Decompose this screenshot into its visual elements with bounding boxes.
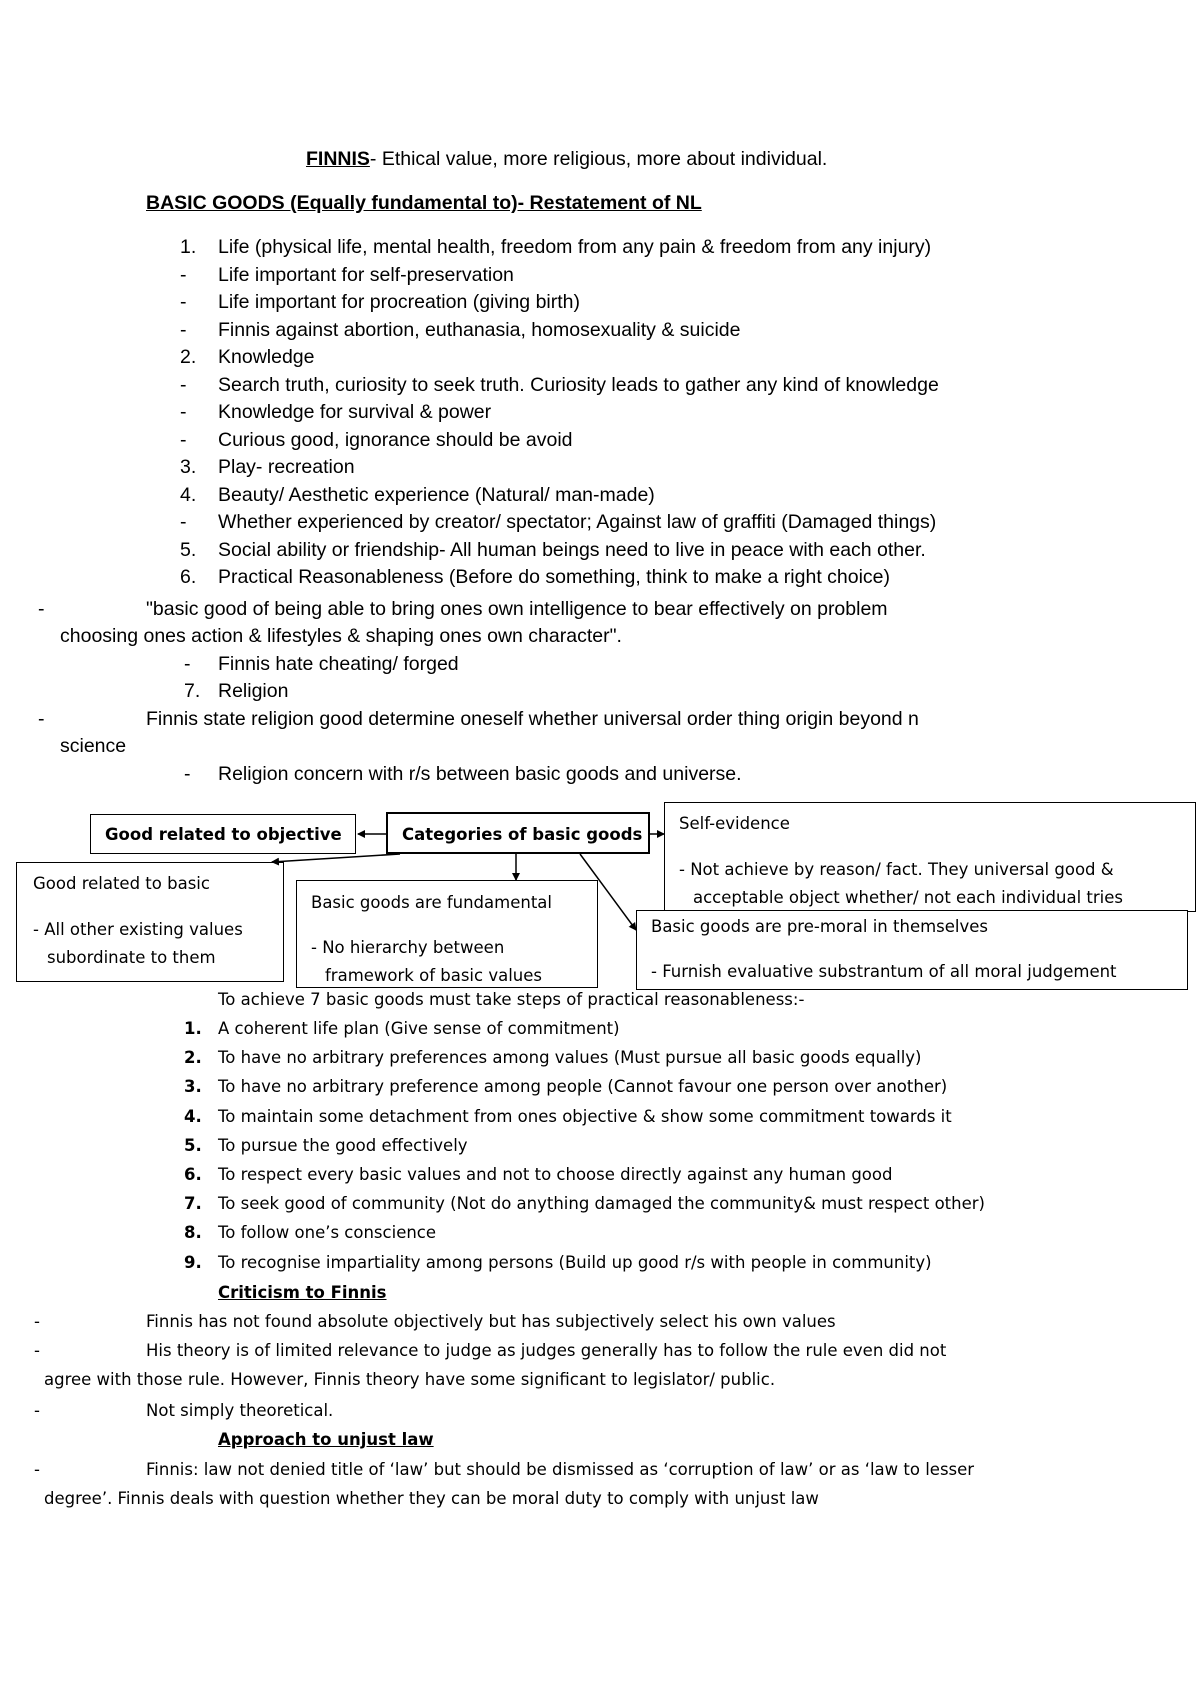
goods-line-text: Whether experienced by creator/ spectator; Against law of graffiti (Damaged things) [218,511,937,533]
diagram-objective-label: Good related to objective [105,825,342,844]
diagram-self-evidence-title: Self-evidence [679,814,790,833]
step-number: 9. [184,1252,202,1272]
unjust-marker: - [34,1460,40,1479]
goods-line-text: Play- recreation [218,456,355,478]
religion-concern-marker: - [184,763,191,785]
criticism-line: Not simply theoretical. [146,1401,334,1420]
goods-line-text: Beauty/ Aesthetic experience (Natural/ man-made) [218,483,655,506]
step-number: 3. [184,1077,202,1097]
diagram-box-basic [16,862,284,982]
diagram-fundamental-title: Basic goods are fundamental [311,893,552,912]
diagram-fundamental-line-1: - No hierarchy between [311,938,505,957]
diagram-box-premoral [636,910,1188,990]
goods-line-marker: 2. [180,346,197,368]
criticism-marker: - [34,1312,40,1331]
diagram-self-evidence-line-1: - Not achieve by reason/ fact. They universal good & [679,860,1114,879]
religion-note-marker: - [38,708,45,730]
step-text: To seek good of community (Not do anything damaged the community& must respect other) [218,1194,985,1214]
step-number: 1. [184,1019,202,1038]
step-number: 5. [184,1135,202,1155]
goods-line-text: Knowledge [218,346,315,368]
unjust-title: Approach to unjust law [218,1430,434,1449]
criticism-line: His theory is of limited relevance to judge as judges generally has to follow the rule even did not [146,1341,947,1360]
goods-line-marker: - [180,511,187,533]
goods-line-text: Life important for self-preservation [218,263,514,286]
religion-concern-text: Religion concern with r/s between basic goods and universe. [218,763,742,785]
step-number: 7. [184,1194,202,1214]
unjust-line-1: Finnis: law not denied title of ‘law’ but should be dismissed as ‘corruption of law’ or as ‘law to lesser [146,1460,975,1479]
criticism-line: Finnis has not found absolute objectively but has subjectively select his own values [146,1312,836,1331]
diagram-box-self-evidence [664,802,1196,912]
quote-line-2: choosing ones action & lifestyles & shaping ones own character". [60,625,622,647]
page-heading [306,150,827,170]
goods-line-text: Practical Reasonableness (Before do something, think to make a right choice) [218,566,891,588]
heading-rest: - Ethical value, more religious, more about individual. [369,148,828,170]
step-text: To respect every basic values and not to choose directly against any human good [218,1165,893,1184]
step-text: To follow one’s conscience [218,1223,437,1243]
goods-line-text: Life important for procreation (giving birth) [218,291,580,313]
steps-intro: To achieve 7 basic goods must take steps of practical reasonableness:- [218,990,805,1009]
goods-line-text: Knowledge for survival & power [218,401,492,423]
basic-goods-heading: BASIC GOODS (Equally fundamental to)- Restatement of NL [146,192,702,214]
goods-line-marker: - [180,263,187,286]
step-text: To pursue the good effectively [218,1135,468,1155]
step-number: 4. [184,1106,202,1126]
goods-line-marker: - [180,428,187,451]
diagram-box-objective [90,814,356,854]
diagram-basic-line-1: - All other existing values [33,920,243,939]
unjust-line-2: degree’. Finnis deals with question whether they can be moral duty to comply with unjust law [44,1489,819,1508]
diagram-self-evidence-line-2: acceptable object whether/ not each individual tries [693,888,1123,907]
step-number: 6. [184,1165,202,1184]
step-text: To have no arbitrary preferences among values (Must pursue all basic goods equally) [218,1048,922,1068]
goods-line-marker: 6. [180,566,197,588]
goods-line-text: Curious good, ignorance should be avoid [218,428,573,451]
diagram-center-label: Categories of basic goods [402,825,643,844]
religion-note-line-1: Finnis state religion good determine oneself whether universal order thing origin beyond n [146,708,919,730]
goods-line-marker: - [180,401,187,423]
diagram-box-fundamental [296,880,598,988]
religion-marker: 7. [184,680,201,702]
diagram-premoral-line-1: - Furnish evaluative substrantum of all moral judgement [651,962,1117,981]
goods-line-marker: - [180,373,187,396]
cheat-text: Finnis hate cheating/ forged [218,653,459,675]
criticism-marker: - [34,1341,40,1360]
step-number: 8. [184,1223,202,1243]
goods-line-marker: 1. [180,236,197,258]
step-text: To maintain some detachment from ones objective & show some commitment towards it [218,1106,952,1126]
step-text: To have no arbitrary preference among people (Cannot favour one person over another) [218,1077,948,1097]
goods-line-marker: - [180,291,187,313]
diagram-basic-title: Good related to basic [33,874,210,893]
diagram-premoral-title: Basic goods are pre-moral in themselves [651,917,989,936]
goods-line-text: Life (physical life, mental health, freedom from any pain & freedom from any injury) [218,236,932,258]
goods-line-marker: 4. [180,483,197,506]
step-text: To recognise impartiality among persons (Build up good r/s with people in community) [218,1252,932,1272]
religion-note-line-2: science [60,735,127,757]
diagram-fundamental-line-2: framework of basic values [325,966,542,985]
goods-line-text: Finnis against abortion, euthanasia, homosexuality & suicide [218,318,741,341]
heading-name: FINNIS [306,148,370,170]
goods-line-text: Social ability or friendship- All human beings need to live in peace with each other. [218,538,926,561]
diagram-box-center [386,812,650,854]
criticism-marker: - [34,1401,40,1420]
quote-line-1: "basic good of being able to bring ones own intelligence to bear effectively on problem [146,598,888,620]
diagram-basic-line-2: subordinate to them [47,948,216,967]
step-number: 2. [184,1048,202,1068]
arrow-to-basic [272,854,400,862]
goods-line-marker: 5. [180,538,197,561]
step-text: A coherent life plan (Give sense of commitment) [218,1019,620,1038]
goods-line-marker: - [180,318,187,341]
goods-line-text: Search truth, curiosity to seek truth. Curiosity leads to gather any kind of knowledge [218,373,939,396]
criticism-title: Criticism to Finnis [218,1283,387,1302]
criticism-line-continued: agree with those rule. However, Finnis theory have some significant to legislator/ public. [44,1370,776,1389]
quote-marker: - [38,598,45,620]
religion-text: Religion [218,680,289,702]
goods-line-marker: 3. [180,456,197,478]
cheat-marker: - [184,653,191,675]
